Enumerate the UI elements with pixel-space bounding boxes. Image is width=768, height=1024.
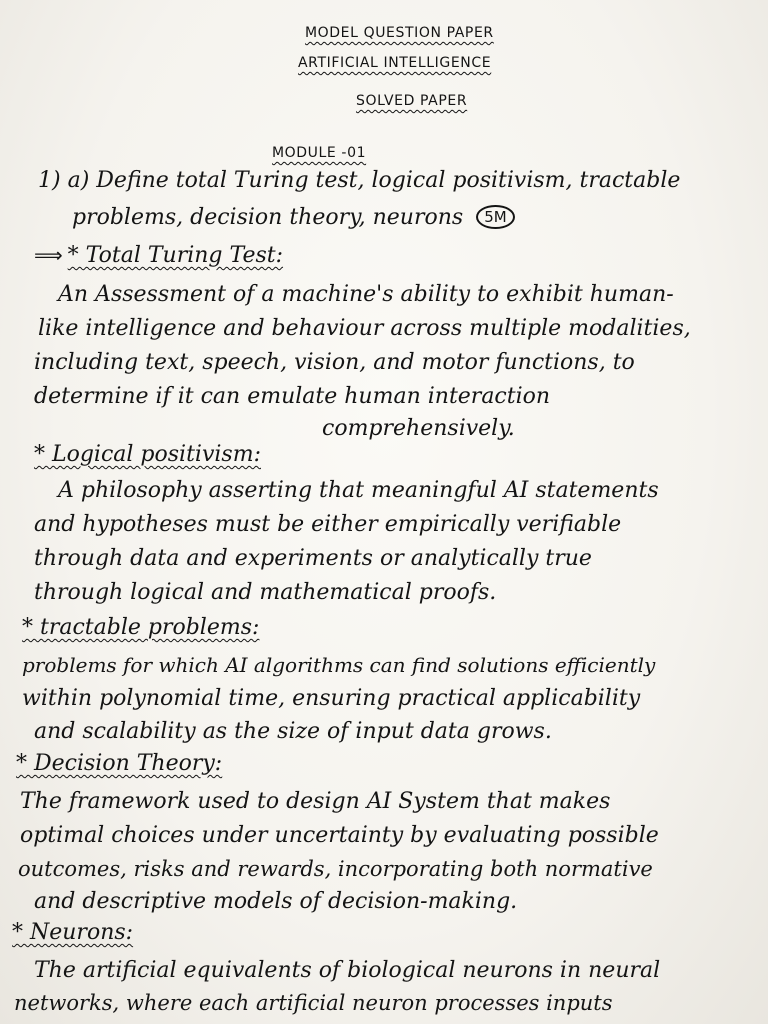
decision-line-1: The framework used to design AI System that makes xyxy=(20,789,611,814)
question-part: a) xyxy=(67,168,90,193)
logical-line-3: through data and experiments or analytically true xyxy=(34,546,592,571)
decision-line-4: and descriptive models of decision-making. xyxy=(34,889,518,914)
section-turing-heading xyxy=(34,245,283,267)
turing-line-2: like intelligence and behaviour across multiple modalities, xyxy=(38,316,691,341)
tractable-line-1: problems for which AI algorithms can find solutions efficiently xyxy=(22,653,656,677)
turing-line-4: determine if it can emulate human interaction xyxy=(34,384,551,409)
paper-subtitle: SOLVED PAPER xyxy=(356,93,468,109)
logical-line-1: A philosophy asserting that meaningful AI statements xyxy=(58,478,659,503)
module-heading: MODULE -01 xyxy=(272,145,367,161)
turing-line-3: including text, speech, vision, and motor functions, to xyxy=(34,350,635,375)
turing-line-5: comprehensively. xyxy=(322,416,515,441)
section-decision-heading: * Decision Theory: xyxy=(16,751,223,776)
subject-title: ARTIFICIAL INTELLIGENCE xyxy=(298,55,492,71)
decision-line-3: outcomes, risks and rewards, incorporating both normative xyxy=(18,857,653,881)
arrow-icon: ⟹ xyxy=(34,243,61,267)
turing-heading-text: * Total Turing Test: xyxy=(67,243,284,268)
question-number: 1) xyxy=(38,168,61,193)
section-neurons-heading: * Neurons: xyxy=(12,920,134,945)
neurons-line-1: The artificial equivalents of biological neurons in neural xyxy=(34,958,661,983)
question-line-2 xyxy=(72,205,515,229)
section-tractable-heading: * tractable problems: xyxy=(22,615,260,640)
paper-title: MODEL QUESTION PAPER xyxy=(305,25,494,41)
turing-line-1: An Assessment of a machine's ability to exhibit human- xyxy=(58,282,674,307)
marks-badge: 5M xyxy=(476,205,515,229)
question-text: Define total Turing test, logical positivism, tractable xyxy=(96,168,681,193)
logical-line-4: through logical and mathematical proofs. xyxy=(34,580,497,605)
question-line-1 xyxy=(38,170,680,192)
logical-line-2: and hypotheses must be either empirically verifiable xyxy=(34,512,622,537)
question-text-2: problems, decision theory, neurons xyxy=(72,205,464,230)
decision-line-2: optimal choices under uncertainty by evaluating possible xyxy=(20,823,659,848)
neurons-line-2: networks, where each artificial neuron processes inputs xyxy=(14,991,613,1015)
section-logical-heading: * Logical positivism: xyxy=(34,442,261,467)
tractable-line-2: within polynomial time, ensuring practical applicability xyxy=(22,686,641,711)
tractable-line-3: and scalability as the size of input data grows. xyxy=(34,719,552,744)
